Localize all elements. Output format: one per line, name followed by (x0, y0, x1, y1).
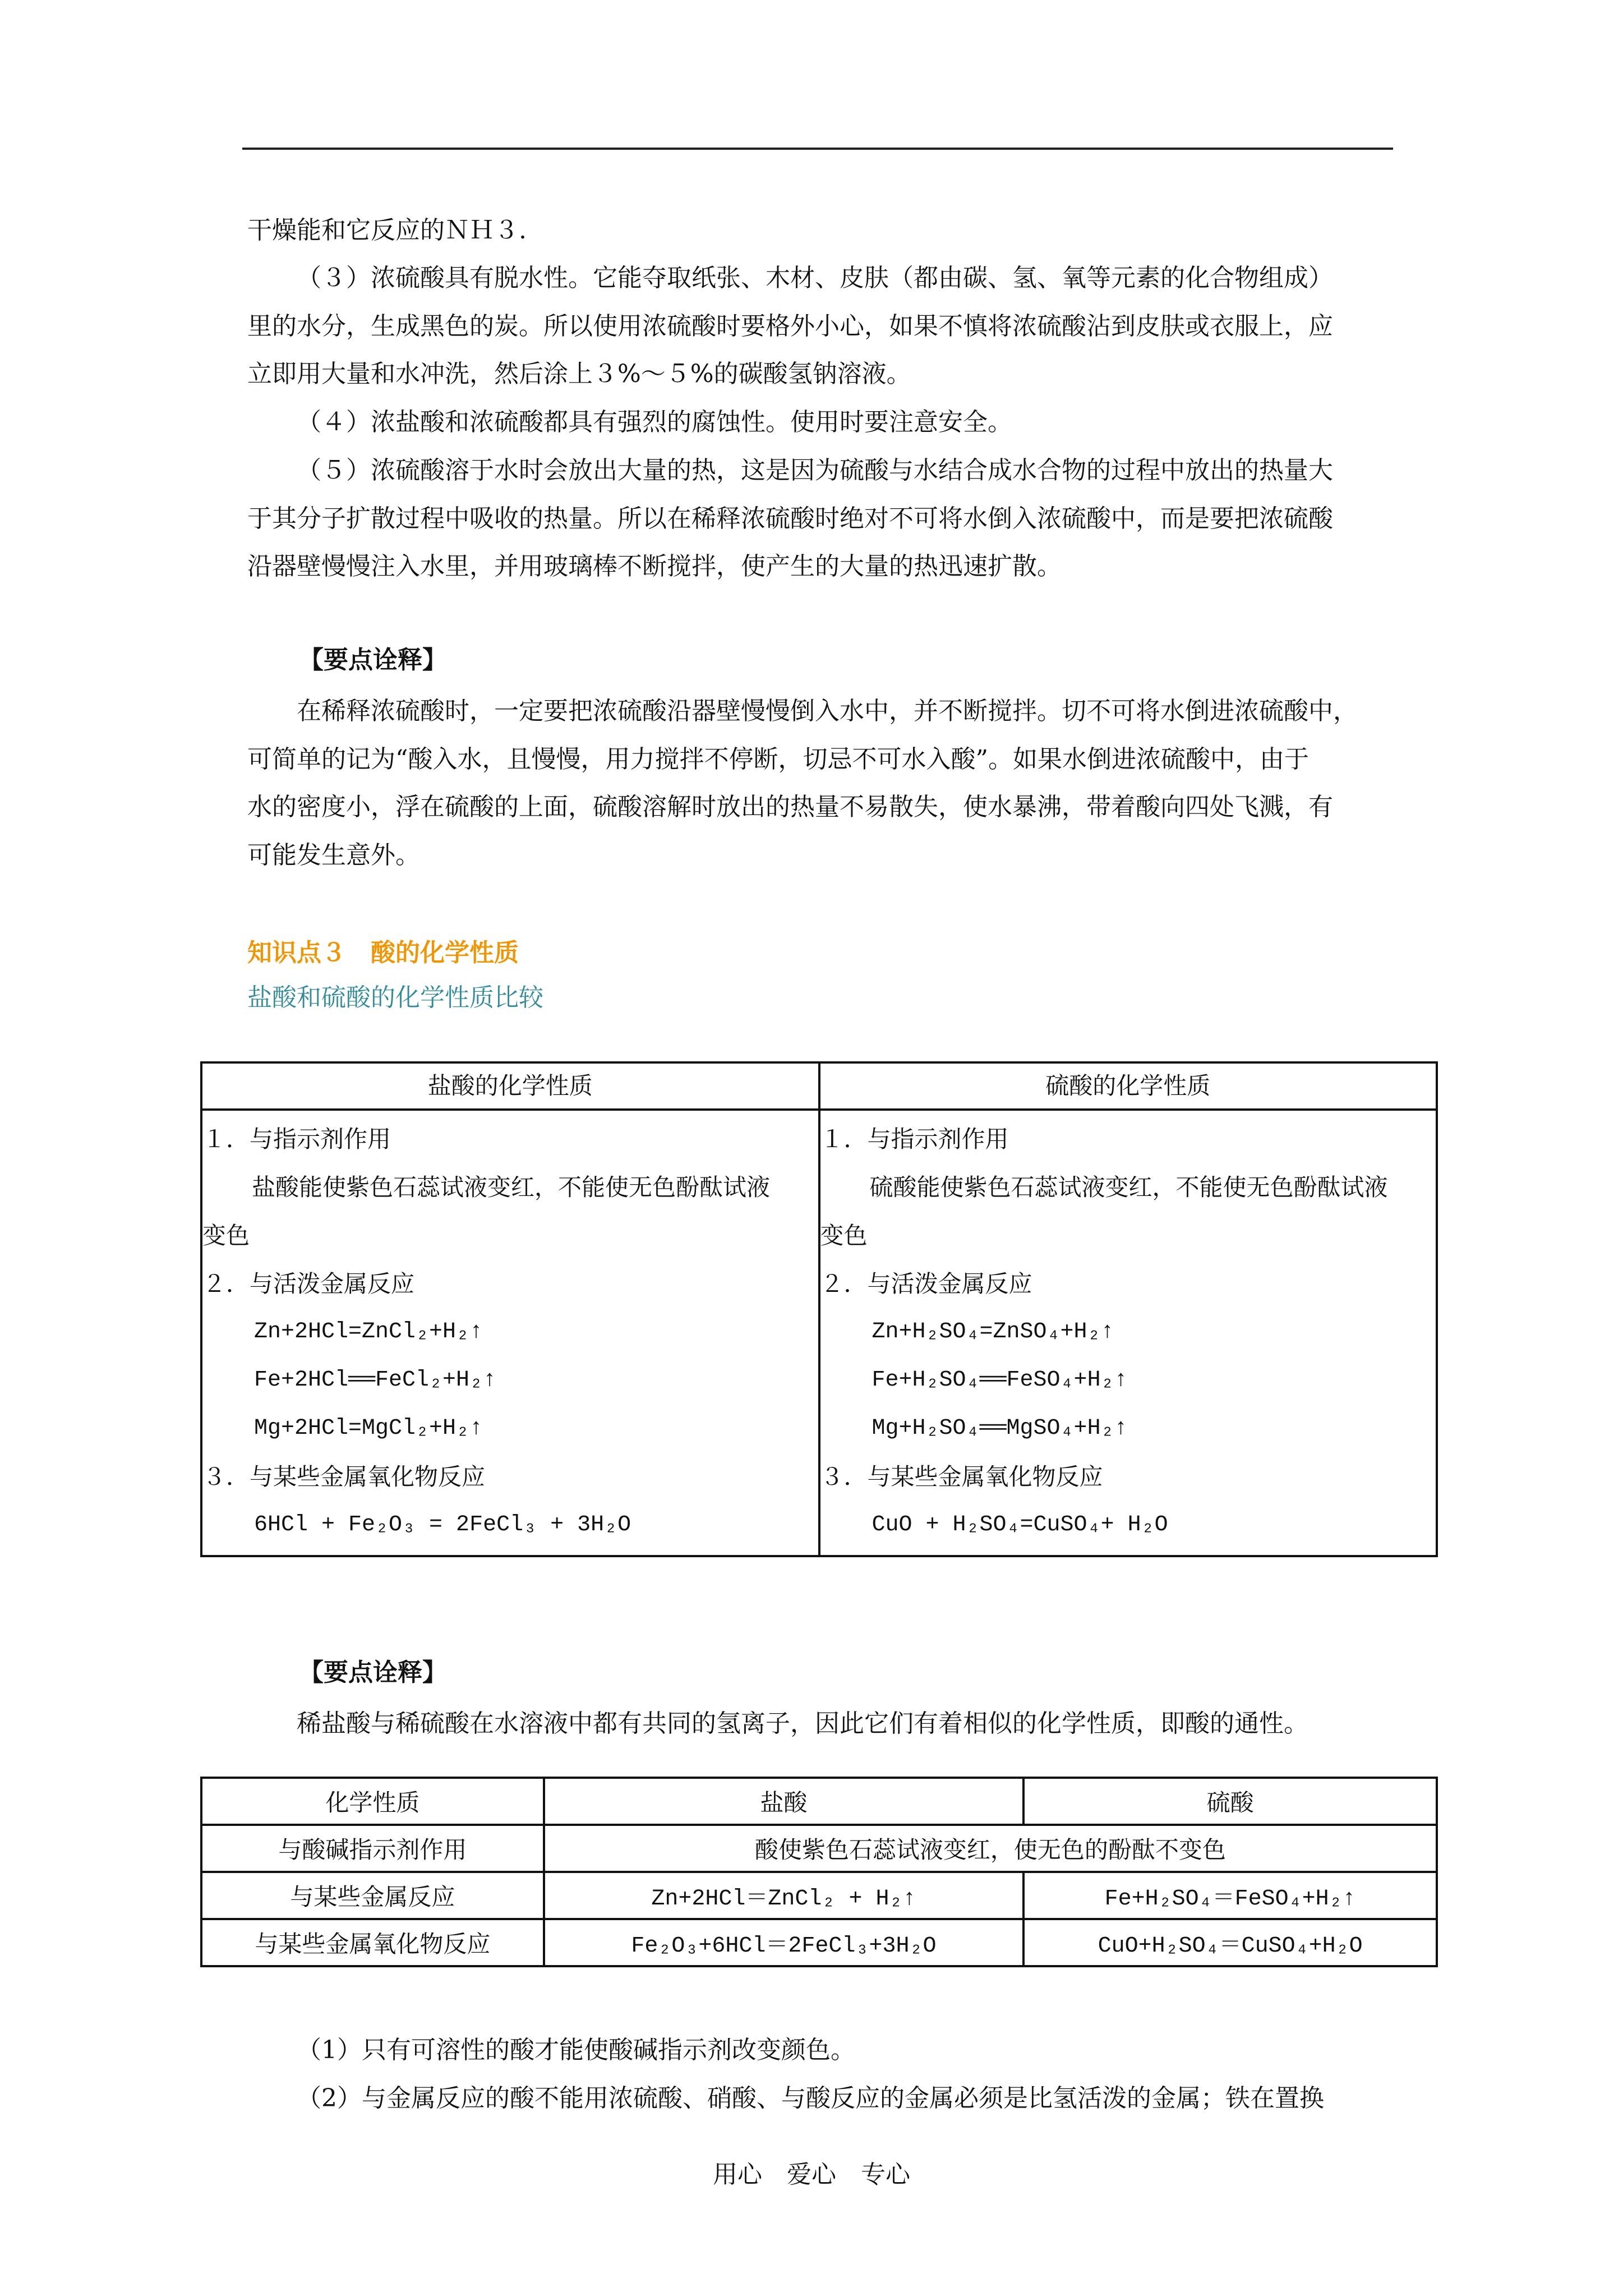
text-line: 在稀释浓硫酸时，一定要把浓硫酸沿器壁慢慢倒入水中，并不断搅拌。切不可将水倒进浓硫酸中， (297, 697, 1358, 725)
table-row (201, 1825, 1437, 1872)
property-cell: 与某些金属氧化物反应 (201, 1919, 544, 1966)
comparison-table (200, 1061, 1438, 1557)
text-line: 可能发生意外。 (247, 840, 420, 869)
list-item: ２．与活泼金属反应 (202, 1270, 415, 1297)
acid-properties-table (200, 1777, 1438, 1967)
text-line: 立即用大量和水冲洗，然后涂上３%～５%的碳酸氢钠溶液。 (247, 360, 911, 388)
hcl-equation-cell: Fe₂O₃+6HCl＝2FeCl₃+3H₂O (544, 1919, 1024, 1966)
paragraph-corrosive (247, 398, 1391, 447)
text-line: （３）浓硫酸具有脱水性。它能夺取纸张、木材、皮肤（都由碳、氢、氧等元素的化合物组成） (297, 264, 1333, 292)
hcl-equation-cell: Zn+2HCl＝ZnCl₂ + H₂↑ (544, 1872, 1024, 1919)
paragraph-nh3: 干燥能和它反应的ＮＨ３. (247, 216, 527, 245)
bottom-paragraph (247, 2026, 1391, 2122)
text-line: （４）浓盐酸和浓硫酸都具有强烈的腐蚀性。使用时要注意安全。 (297, 408, 1012, 436)
page-footer: 用心 爱心 专心 (713, 2160, 910, 2189)
list-item: １．与指示剂作用 (820, 1125, 1009, 1153)
text-line: 水的密度小，浮在硫酸的上面，硫酸溶解时放出的热量不易散失，使水暴沸，带着酸向四处飞溅，有 (247, 793, 1333, 821)
equation: Mg+H₂SO₄══MgSO₄+H₂↑ (872, 1416, 1128, 1441)
merged-cell: 酸使紫色石蕊试液变红，使无色的酚酞不变色 (544, 1825, 1437, 1872)
list-item-desc: 硫酸能使紫色石蕊试液变红，不能使无色酚酞试液 (869, 1174, 1388, 1201)
h2so4-equation-cell: Fe+H₂SO₄＝FeSO₄+H₂↑ (1023, 1872, 1437, 1919)
note-paragraph (247, 1700, 1391, 1748)
property-cell: 与酸碱指示剂作用 (201, 1825, 544, 1872)
table-header-row (201, 1778, 1437, 1825)
list-item-desc: 变色 (820, 1222, 868, 1249)
header-rule (242, 148, 1393, 150)
list-item: ３．与某些金属氧化物反应 (202, 1463, 486, 1490)
note-heading: 【要点诠释】 (299, 1658, 447, 1687)
list-item-desc: 变色 (202, 1222, 250, 1249)
hcl-properties-cell (201, 1110, 819, 1556)
table-header-row (201, 1062, 1437, 1110)
equation: Fe+2HCl══FeCl₂+H₂↑ (254, 1368, 497, 1393)
property-cell: 与某些金属反应 (201, 1872, 544, 1919)
header-h2so4: 硫酸的化学性质 (819, 1062, 1437, 1110)
list-item: ３．与某些金属氧化物反应 (820, 1463, 1103, 1490)
list-item: １．与指示剂作用 (202, 1125, 391, 1153)
header-hcl: 盐酸的化学性质 (201, 1062, 819, 1110)
paragraph-dehydration (247, 254, 1391, 398)
equation: CuO + H₂SO₄=CuSO₄+ H₂O (872, 1512, 1168, 1538)
note-paragraph (247, 687, 1391, 879)
section-subtitle: 盐酸和硫酸的化学性质比较 (247, 983, 543, 1012)
paragraph-heat (247, 447, 1391, 591)
text-line: （1）只有可溶性的酸才能使酸碱指示剂改变颜色。 (297, 2036, 855, 2064)
equation: Mg+2HCl=MgCl₂+H₂↑ (254, 1416, 483, 1441)
table-row (201, 1872, 1437, 1919)
h2so4-properties-cell (819, 1110, 1437, 1556)
header-hcl: 盐酸 (544, 1778, 1024, 1825)
note-heading: 【要点诠释】 (299, 646, 447, 674)
section-title: 知识点３ 酸的化学性质 (247, 938, 519, 967)
equation: Zn+2HCl=ZnCl₂+H₂↑ (254, 1319, 483, 1345)
text-line: 于其分子扩散过程中吸收的热量。所以在稀释浓硫酸时绝对不可将水倒入浓硫酸中，而是要把浓硫酸 (247, 504, 1333, 533)
list-item: ２．与活泼金属反应 (820, 1270, 1032, 1297)
equation: 6HCl + Fe₂O₃ = 2FeCl₃ + 3H₂O (254, 1512, 631, 1538)
text-line: 可简单的记为“酸入水，且慢慢，用力搅拌不停断，切忌不可水入酸”。如果水倒进浓硫酸中，由于 (247, 744, 1309, 774)
equation: Zn+H₂SO₄=ZnSO₄+H₂↑ (872, 1319, 1114, 1345)
header-h2so4: 硫酸 (1023, 1778, 1437, 1825)
text-line: 里的水分，生成黑色的炭。所以使用浓硫酸时要格外小心，如果不慎将浓硫酸沾到皮肤或衣服上，应 (247, 311, 1333, 341)
header-property: 化学性质 (201, 1778, 544, 1825)
equation: Fe+H₂SO₄══FeSO₄+H₂↑ (872, 1368, 1128, 1393)
table-row (201, 1919, 1437, 1966)
text-line: （５）浓硫酸溶于水时会放出大量的热，这是因为硫酸与水结合成水合物的过程中放出的热量大 (297, 456, 1333, 485)
text-line: （2）与金属反应的酸不能用浓硫酸、硝酸、与酸反应的金属必须是比氢活泼的金属；铁在置换 (297, 2083, 1324, 2113)
text-line: 沿器壁慢慢注入水里，并用玻璃棒不断搅拌，使产生的大量的热迅速扩散。 (247, 552, 1062, 581)
text-line: 稀盐酸与稀硫酸在水溶液中都有共同的氢离子，因此它们有着相似的化学性质，即酸的通性。 (297, 1709, 1308, 1738)
table-row (201, 1110, 1437, 1556)
list-item-desc: 盐酸能使紫色石蕊试液变红，不能使无色酚酞试液 (252, 1174, 771, 1201)
h2so4-equation-cell: CuO+H₂SO₄＝CuSO₄+H₂O (1023, 1919, 1437, 1966)
